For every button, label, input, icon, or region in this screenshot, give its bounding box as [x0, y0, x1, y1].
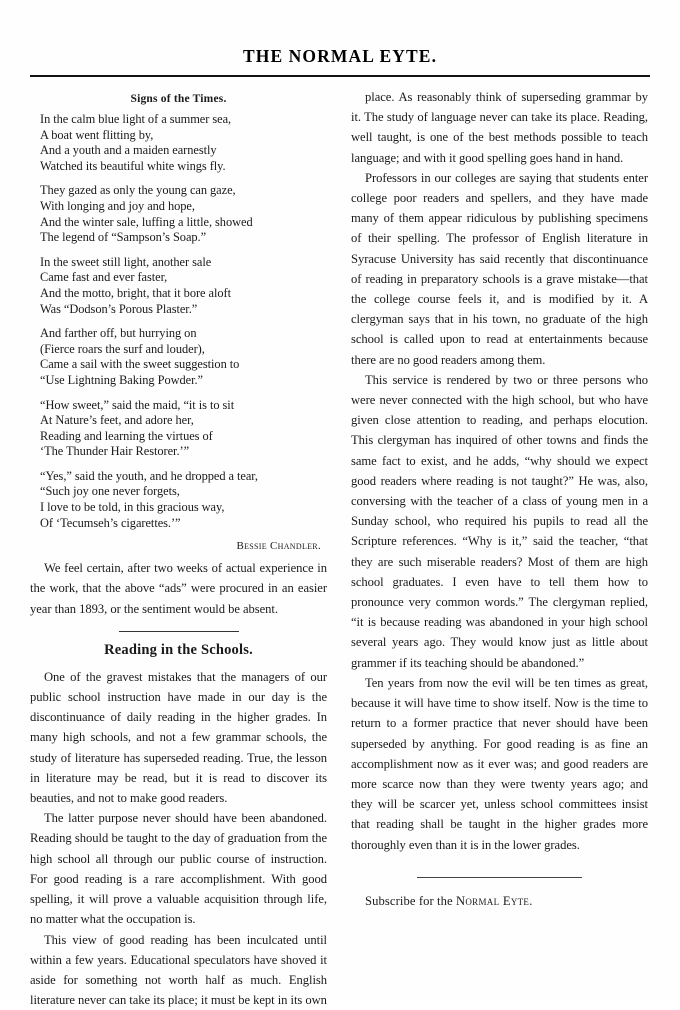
- poem-stanza: [30, 112, 327, 174]
- subscribe-line: [351, 894, 648, 909]
- poem-line: In the sweet still light, another sale: [40, 255, 327, 271]
- poem-line: “Such joy one never forgets,: [40, 484, 327, 500]
- two-column-layout: [0, 87, 680, 1010]
- poem-line: And farther off, but hurrying on: [40, 326, 327, 342]
- poem-line: At Nature’s feet, and adore her,: [40, 413, 327, 429]
- poem-line: “Use Lightning Baking Powder.”: [40, 373, 327, 389]
- poem-line: I love to be told, in this gracious way,: [40, 500, 327, 516]
- publication-name: Normal Eyte: [456, 894, 529, 908]
- article-paragraph: The latter purpose never should have been abandoned. Reading should be taught to the day of graduation from the high school all through our public course of instruction. For good reading is a rare accomplishment. With good spelling, it will prove a valuable acquisition through life, no matter what the occupation is.: [30, 808, 327, 929]
- left-column: [30, 87, 327, 1010]
- subscribe-text-after: .: [529, 894, 532, 908]
- poem-line: And a youth and a maiden earnestly: [40, 143, 327, 159]
- poem-line: (Fierce roars the surf and louder),: [40, 342, 327, 358]
- poem-line: The legend of “Sampson’s Soap.”: [40, 230, 327, 246]
- poem-line: Watched its beautiful white wings fly.: [40, 159, 327, 175]
- article-paragraph: This service is rendered by two or three persons who were never connected with the high school, but who have given close attention to reading, and perhaps elocution. This clergyman has inquired of other towns and finds the same fact to exist, and he adds, “why should we expect good readers where reading is not taught?” He was, also, conversing with the teacher of a class of young men in a Sunday school, who required his pupils to read all the Scripture references. “Why is it,” said the teacher, “that they are such miserable readers? Most of them are high school graduates. I even have to tell them how to pronounce very common words.” The clergyman replied, “it is because reading was abandoned in your high school several years ago. They would know just as little about grammer if its teaching should be abandoned.”: [351, 370, 648, 673]
- poem-title: Signs of the Times.: [30, 93, 327, 105]
- footer-divider: [417, 877, 582, 878]
- poem-stanza: [30, 326, 327, 388]
- poem-byline: Bessie Chandler.: [30, 540, 321, 552]
- article-title: Reading in the Schools.: [30, 642, 327, 659]
- article-paragraph: This view of good reading has been inculcated until within a few years. Educational speculators have shoved it aside for something not worth half as much. English literature never can take its place; it must be kept in its own: [30, 930, 327, 1010]
- subscribe-text-before: Subscribe for the: [365, 894, 456, 908]
- editorial-note: We feel certain, after two weeks of actual experience in the work, that the above “ads” were procured in an easier year than 1893, or the sentiment would be absent.: [30, 558, 327, 619]
- poem-stanza: [30, 183, 327, 245]
- poem-line: In the calm blue light of a summer sea,: [40, 112, 327, 128]
- poem-line: A boat went flitting by,: [40, 128, 327, 144]
- poem-line: And the motto, bright, that it bore aloft: [40, 286, 327, 302]
- poem-line: “How sweet,” said the maid, “it is to sit: [40, 398, 327, 414]
- poem-stanza: [30, 398, 327, 460]
- article-paragraph: Ten years from now the evil will be ten times as great, because it will have time to show itself. Now is the time to return to a former practice that never should have been superseded by anything. For good reading is as fine an accomplishment now as it ever was; and good readers are more scarce now than they were twenty years ago; and they will be scarcer yet, unless school committees insist that reading shall be taught in the higher grades more thoroughly even than it is in the lower grades.: [351, 673, 648, 855]
- poem-line: “Yes,” said the youth, and he dropped a tear,: [40, 469, 327, 485]
- article-paragraph: One of the gravest mistakes that the managers of our public school instruction have made in our day is the discontinuance of daily reading in the higher grades. In many high schools, and not a few grammar schools, the study of literature has superseded reading. True, the lesson in literature may be read, but it is read to discover its beauties, and not to make good readers.: [30, 667, 327, 808]
- right-column: [351, 87, 648, 1010]
- poem-line: Of ‘Tecumseh’s cigarettes.’”: [40, 516, 327, 532]
- poem-stanza: [30, 469, 327, 531]
- article-paragraph: place. As reasonably think of superseding grammar by it. The study of language never can take its place. Reading, well taught, is one of the best methods possible to teach language; and with it good spelling goes hand in hand.: [351, 87, 648, 168]
- masthead-rule: [30, 75, 650, 77]
- poem-line: With longing and joy and hope,: [40, 199, 327, 215]
- poem-stanza: [30, 255, 327, 317]
- poem-line: Reading and learning the virtues of: [40, 429, 327, 445]
- poem-line: Came fast and ever faster,: [40, 270, 327, 286]
- section-divider: [119, 631, 239, 632]
- article-paragraph: Professors in our colleges are saying that students enter college poor readers and spellers, and they have made many of them appear ridiculous by publishing specimens of their spelling. The professor of English literature in Syracuse University has said recently that discontinuance of reading in preparatory schools is a grave mistake—that the college course feels it, and is modified by it. A clergyman says that in his town, no graduate of the high school is called upon to read at entertainments because there are no good readers among them.: [351, 168, 648, 370]
- poem-line: Was “Dodson’s Porous Plaster.”: [40, 302, 327, 318]
- poem-line: They gazed as only the young can gaze,: [40, 183, 327, 199]
- poem-line: And the winter sale, luffing a little, showed: [40, 215, 327, 231]
- poem-line: ‘The Thunder Hair Restorer.’”: [40, 444, 327, 460]
- page-title: THE NORMAL EYTE.: [0, 0, 680, 67]
- poem-line: Came a sail with the sweet suggestion to: [40, 357, 327, 373]
